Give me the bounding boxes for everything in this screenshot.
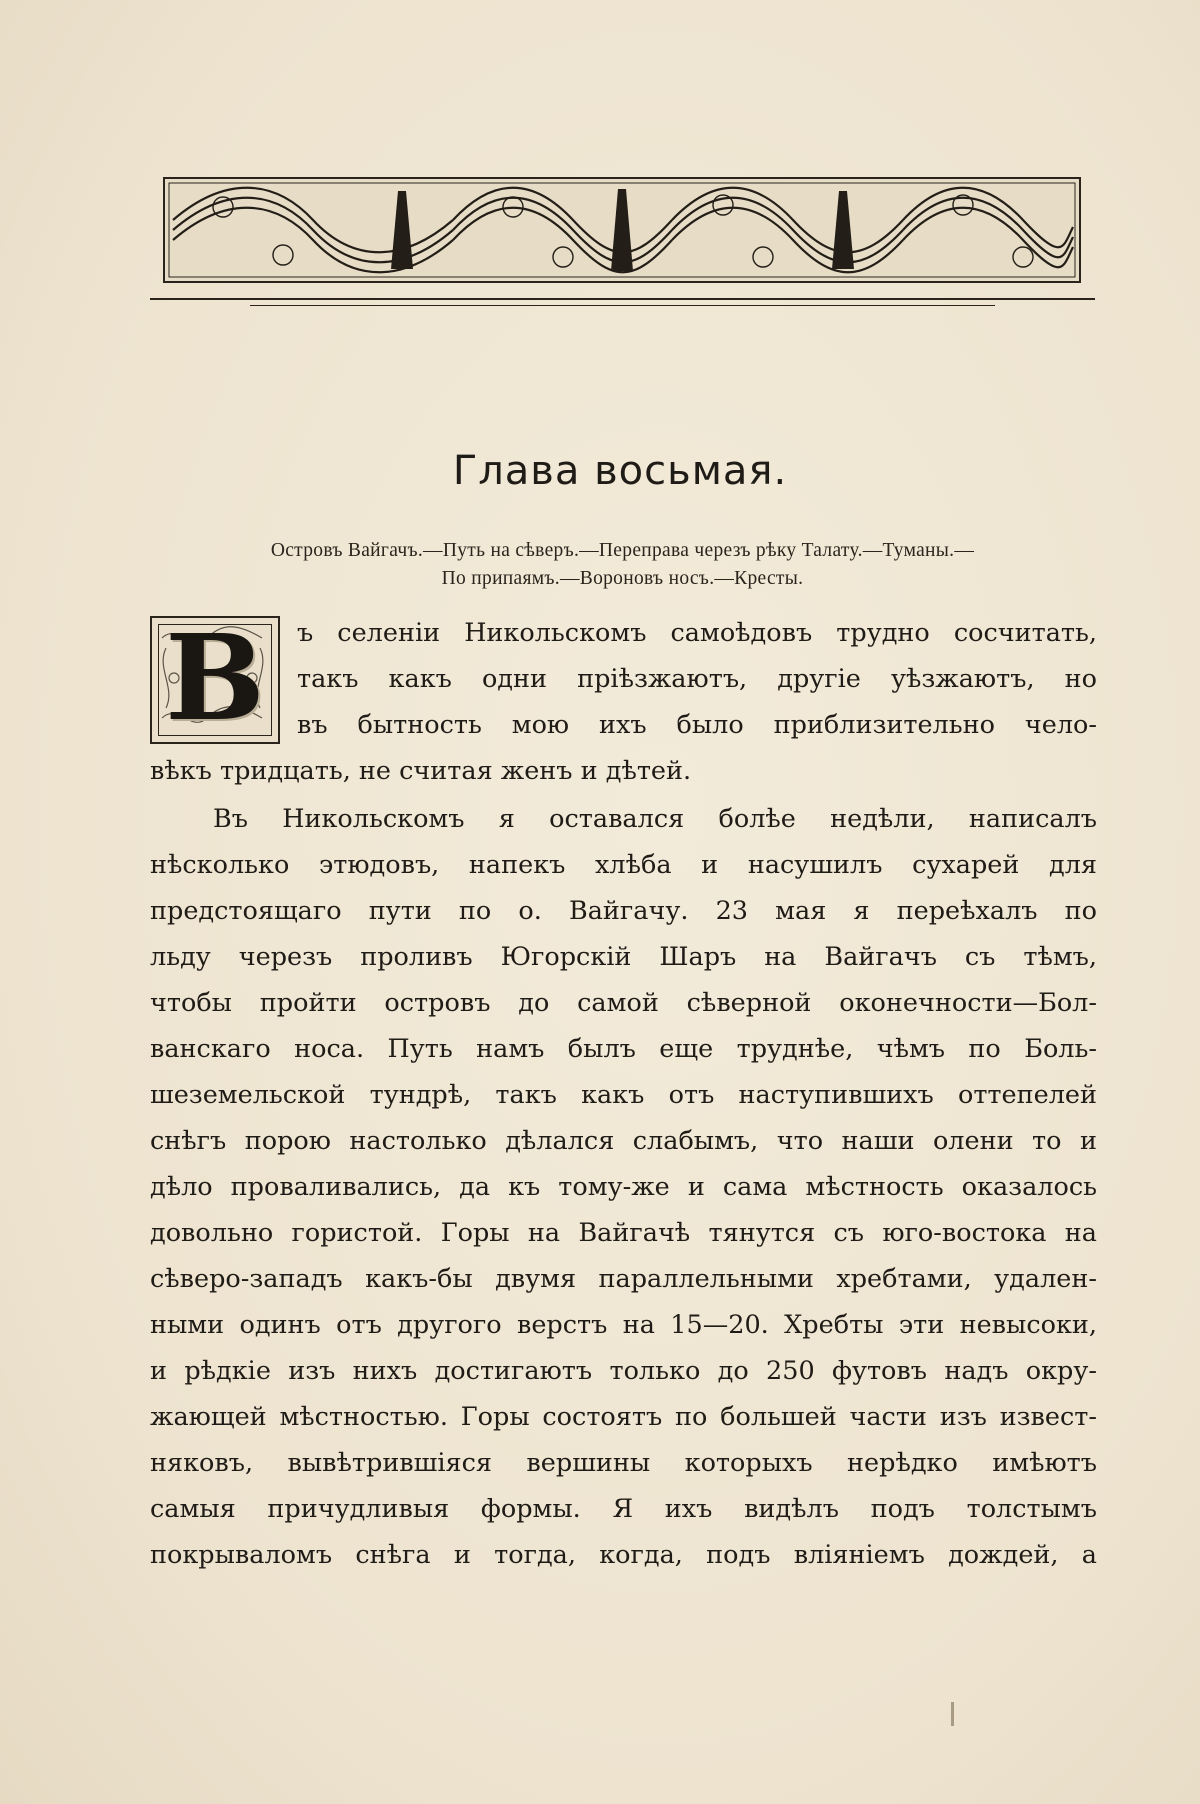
paragraph-2-line-11: сѣверо-западъ какъ-бы двумя параллельными хребтами, удален-	[150, 1264, 1097, 1294]
ornamental-headpiece	[163, 177, 1081, 283]
chapter-summary-line-2: По припаямъ.—Вороновъ носъ.—Кресты.	[441, 568, 804, 589]
drop-cap-frame	[158, 624, 272, 736]
double-rule-top	[150, 298, 1095, 300]
chapter-title: Глава восьмая.	[452, 448, 788, 494]
paragraph-2-line-3: предстоящаго пути по о. Вайгачу. 23 мая я переѣхалъ по	[150, 896, 1097, 926]
paragraph-2-line-5: чтобы пройти островъ до самой сѣверной оконечности—Бол-	[150, 988, 1097, 1018]
paragraph-2-line-4: льду черезъ проливъ Югорскій Шаръ на Вайгачъ съ тѣмъ,	[150, 942, 1097, 972]
paragraph-2-line-8: снѣгъ порою настолько дѣлался слабымъ, что наши олени то и	[150, 1126, 1097, 1156]
paragraph-2-line-2: нѣсколько этюдовъ, напекъ хлѣба и насушилъ сухарей для	[150, 850, 1097, 880]
paper-blemish	[951, 1702, 954, 1726]
paragraph-2-line-9: дѣло проваливались, да къ тому-же и сама мѣстность оказалось	[150, 1172, 1097, 1202]
paragraph-2-line-7: шеземельской тундрѣ, такъ какъ отъ наступившихъ оттепелей	[150, 1080, 1097, 1110]
paragraph-1-line-2: такъ какъ одни пріѣзжаютъ, другіе уѣзжаютъ, но	[297, 664, 1097, 694]
paragraph-1-line-4: вѣкъ тридцать, не считая женъ и дѣтей.	[150, 756, 692, 786]
drop-cap-initial	[150, 616, 280, 744]
paragraph-2-line-16: самыя причудливыя формы. Я ихъ видѣлъ подъ толстымъ	[150, 1494, 1097, 1524]
paragraph-2-line-17: покрываломъ снѣга и тогда, когда, подъ вліяніемъ дождей, а	[150, 1540, 1097, 1570]
paragraph-1-line-3: въ бытность мою ихъ было приблизительно чело-	[297, 710, 1097, 740]
double-rule-bottom	[250, 305, 995, 306]
paragraph-2-line-6: ванскаго носа. Путь намъ былъ еще труднѣе, чѣмъ по Боль-	[150, 1034, 1097, 1064]
paragraph-2-line-10: довольно гористой. Горы на Вайгачѣ тянутся съ юго-востока на	[150, 1218, 1097, 1248]
paragraph-2-line-13: и рѣдкіе изъ нихъ достигаютъ только до 250 футовъ надъ окру-	[150, 1356, 1097, 1386]
drop-cap-letter: В	[165, 624, 265, 736]
paragraph-1-line-1: ъ селеніи Никольскомъ самоѣдовъ трудно сосчитать,	[297, 618, 1097, 648]
paragraph-2-line-1: Въ Никольскомъ я оставался болѣе недѣли, написалъ	[213, 804, 1097, 834]
paragraph-2-line-12: ными одинъ отъ другого верстъ на 15—20. Хребты эти невысоки,	[150, 1310, 1097, 1340]
paragraph-2-line-14: жающей мѣстностью. Горы состоятъ по большей части изъ извест-	[150, 1402, 1097, 1432]
paragraph-2-line-15: няковъ, вывѣтрившіяся вершины которыхъ нерѣдко имѣютъ	[150, 1448, 1097, 1478]
chapter-summary-line-1: Островъ Вайгачъ.—Путь на сѣверъ.—Переправа черезъ рѣку Талату.—Туманы.—	[270, 540, 975, 561]
